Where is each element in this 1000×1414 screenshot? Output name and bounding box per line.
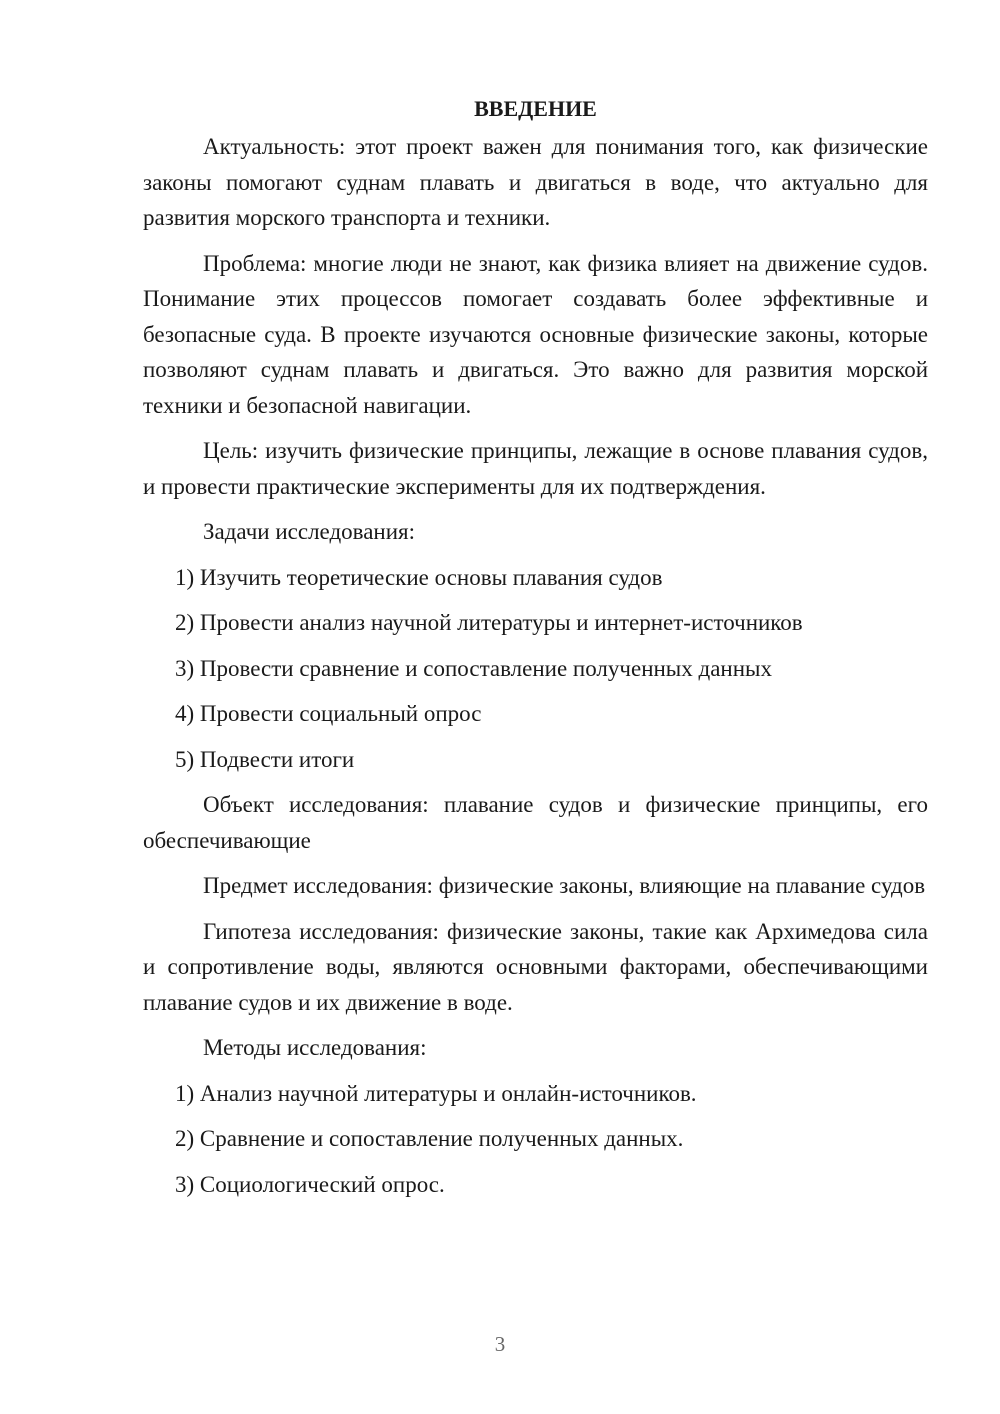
page-number: 3 xyxy=(494,1332,506,1356)
hypothesis-paragraph: Гипотеза исследования: физические законы, такие как Архимедова сила и сопротивление воды, являются основными факторами, обеспечивающими плавание судов и их движение в воде. xyxy=(143,918,928,1015)
subject-paragraph: Предмет исследования: физические законы, влияющие на плавание судов xyxy=(203,873,926,898)
task-item: 3) Провести сравнение и сопоставление полученных данных xyxy=(175,655,772,681)
task-item: 2) Провести анализ научной литературы и интернет-источников xyxy=(175,610,803,635)
problem-paragraph: Проблема: многие люди не знают, как физика влияет на движение судов. Понимание этих процессов помогает создавать более эффективные и безопасные суда. В проекте изучаются основные физические законы, которые позволяют суднам плавать и двигаться. Это важно для развития морской техники и безопасной навигации. xyxy=(143,250,928,418)
goal-paragraph: Цель: изучить физические принципы, лежащие в основе плавания судов, и провести практические эксперименты для их подтверждения. xyxy=(143,438,928,499)
methods-label: Методы исследования: xyxy=(203,1035,427,1060)
task-item: 1) Изучить теоретические основы плавания судов xyxy=(175,564,663,590)
relevance-paragraph: Актуальность: этот проект важен для понимания того, как физические законы помогают суднам плавать и двигаться в воде, что актуально для развития морского транспорта и техники. xyxy=(143,134,928,230)
method-item: 2) Сравнение и сопоставление полученных данных. xyxy=(175,1126,684,1151)
page-content xyxy=(143,94,928,1212)
tasks-label: Задачи исследования: xyxy=(203,519,416,544)
section-title: ВВЕДЕНИЕ xyxy=(474,96,597,121)
task-item: 4) Провести социальный опрос xyxy=(175,701,482,726)
method-item: 1) Анализ научной литературы и онлайн-источников. xyxy=(175,1080,697,1106)
task-item: 5) Подвести итоги xyxy=(175,746,355,772)
object-paragraph: Объект исследования: плавание судов и физические принципы, его обеспечивающие xyxy=(143,792,928,853)
method-item: 3) Социологический опрос. xyxy=(175,1171,445,1197)
